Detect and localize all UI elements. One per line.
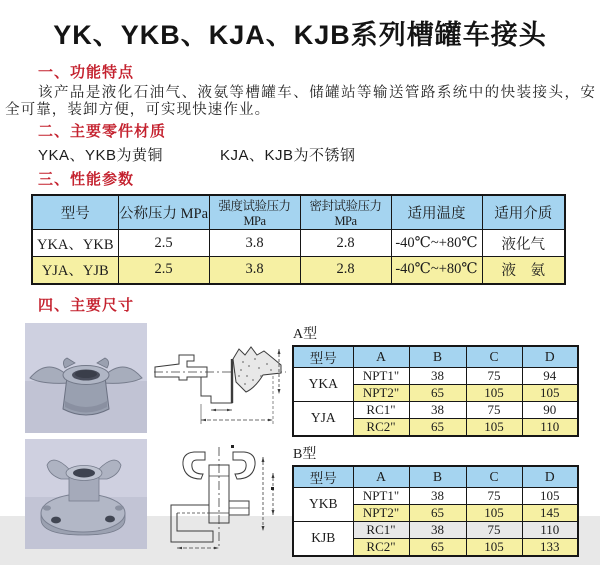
performance-header-row [32,195,565,230]
type-a-section-drawing [151,332,289,430]
table-cell: 65 [409,538,466,556]
table-cell: -40℃~+80℃ [391,257,482,284]
table-cell: 94 [522,367,578,384]
table-cell: NPT2" [353,504,409,521]
section-heading-dimensions: 四、主要尺寸 [38,296,135,314]
material-brass: YKA、YKB为黄铜 [38,147,164,164]
col-header-model: 型号 [32,195,118,230]
model-cell: YJA [293,401,353,436]
section-heading-materials: 二、主要零件材质 [38,123,167,140]
table-cell: RC2" [353,418,409,436]
table-cell: 105 [522,384,578,401]
type-a-header-row [293,346,578,368]
type-b-block [292,443,577,557]
table-cell: YKA、YKB [32,230,118,257]
table-cell: 2.5 [118,230,209,257]
col-header-strength-test: 强度试验压力MPa [209,195,300,230]
table-cell: 38 [409,521,466,538]
table-cell: 75 [466,521,522,538]
wing-coupling-photo [25,323,147,433]
model-cell: KJB [293,521,353,556]
flanged-coupling-image [25,439,147,549]
table-cell: 105 [522,487,578,504]
table-cell: NPT1" [353,367,409,384]
table-cell: 65 [409,384,466,401]
material-stainless: KJA、KJB为不锈钢 [220,147,356,164]
col-header-seal-test: 密封试验压力MPa [300,195,391,230]
type-b-table [292,465,579,557]
table-row [293,521,578,538]
table-row [293,401,578,418]
table-cell: 38 [409,367,466,384]
table-cell: YJA、YJB [32,257,118,284]
table-cell: NPT1" [353,487,409,504]
type-a-table [292,345,579,437]
table-row [293,487,578,504]
col-header-model: 型号 [293,466,353,488]
table-cell: RC1" [353,401,409,418]
table-cell: 65 [409,504,466,521]
table-cell: 75 [466,367,522,384]
col-header-b: B [409,346,466,368]
table-row [32,230,565,257]
table-cell: 38 [409,487,466,504]
table-cell: 75 [466,401,522,418]
type-b-header-row [293,466,578,488]
type-b-drawing-image [155,443,287,555]
type-b-section-drawing [155,443,287,555]
col-header-nominal-pressure: 公称压力 MPa [118,195,209,230]
table-cell: 3.8 [209,230,300,257]
table-cell: 液 氨 [482,257,565,284]
type-b-label: B型 [293,446,317,462]
table-cell: 3.8 [209,257,300,284]
materials-line [38,144,600,165]
section-heading-performance: 三、性能参数 [38,171,135,188]
table-cell: 75 [466,487,522,504]
col-header-c: C [466,346,522,368]
table-cell: 2.5 [118,257,209,284]
table-cell: 90 [522,401,578,418]
col-header-d: D [522,346,578,368]
table-cell: 133 [522,538,578,556]
col-header-temperature: 适用温度 [391,195,482,230]
flanged-coupling-photo [25,439,147,549]
table-cell: 110 [522,418,578,436]
table-row [32,257,565,284]
col-header-a: A [353,346,409,368]
table-row [293,367,578,384]
table-cell: 105 [466,418,522,436]
type-a-label: A型 [293,326,318,342]
col-header-medium: 适用介质 [482,195,565,230]
col-header-model: 型号 [293,346,353,368]
col-header-a: A [353,466,409,488]
section-heading-features: 一、功能特点 [38,64,135,81]
table-cell: 105 [466,384,522,401]
table-cell: RC1" [353,521,409,538]
type-a-block [292,323,577,437]
table-cell: 105 [466,538,522,556]
table-cell: RC2" [353,538,409,556]
col-header-c: C [466,466,522,488]
wing-coupling-image [25,323,147,433]
table-cell: 2.8 [300,230,391,257]
model-cell: YKA [293,367,353,401]
page-title: YK、YKB、KJA、KJB系列槽罐车接头 [53,20,547,50]
table-cell: 38 [409,401,466,418]
table-cell: -40℃~+80℃ [391,230,482,257]
type-a-drawing-image [151,332,289,430]
table-cell: 液化气 [482,230,565,257]
dimensions-section [0,319,600,565]
col-header-b: B [409,466,466,488]
features-paragraph: 该产品是液化石油气、液氨等槽罐车、储罐站等输送管路系统中的快装接头，安全可靠，装卸方便，可实现快速作业。 [5,85,596,118]
table-cell: NPT2" [353,384,409,401]
table-cell: 145 [522,504,578,521]
table-cell: 2.8 [300,257,391,284]
table-cell: 110 [522,521,578,538]
col-header-d: D [522,466,578,488]
table-cell: 105 [466,504,522,521]
model-cell: YKB [293,487,353,521]
table-cell: 65 [409,418,466,436]
performance-table [31,194,566,285]
